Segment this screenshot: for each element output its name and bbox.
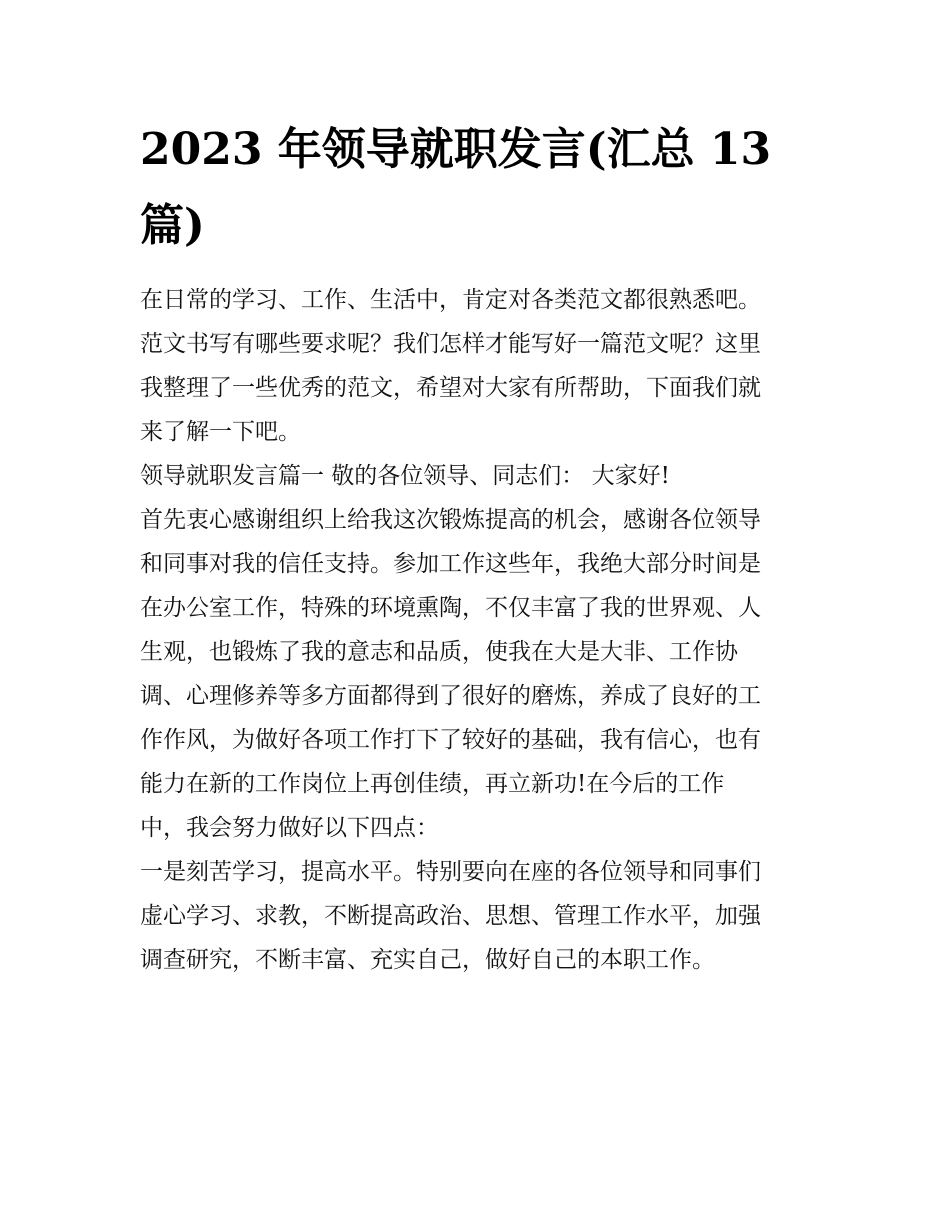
document-title — [140, 112, 820, 264]
body-line: 虚心学习、求教，不断提高政治、思想、管理工作水平，加强 — [140, 903, 761, 929]
body-line: 生观，也锻炼了我的意志和品质，使我在大是大非、工作协 — [140, 639, 738, 665]
section-heading-line: 领导就职发言篇一 敬的各位领导、同志们： 大家好! — [140, 463, 670, 489]
body-line: 我整理了一些优秀的范文，希望对大家有所帮助，下面我们就 — [140, 375, 761, 401]
body-line: 作作风，为做好各项工作打下了较好的基础，我有信心，也有 — [140, 727, 761, 753]
body-line: 中，我会努力做好以下四点： — [140, 815, 439, 841]
body-line: 首先衷心感谢组织上给我这次锻炼提高的机会，感谢各位领导 — [140, 507, 761, 533]
body-line: 范文书写有哪些要求呢？我们怎样才能写好一篇范文呢？这里 — [140, 331, 761, 357]
body-line: 调、心理修养等多方面都得到了很好的磨炼，养成了良好的工 — [140, 683, 761, 709]
body-line: 在日常的学习、工作、生活中，肯定对各类范文都很熟悉吧。 — [140, 287, 761, 313]
body-line: 和同事对我的信任支持。参加工作这些年，我绝大部分时间是 — [140, 551, 761, 577]
body-line: 一是刻苦学习，提高水平。特别要向在座的各位领导和同事们 — [140, 859, 761, 885]
body-line: 来了解一下吧。 — [140, 419, 301, 445]
body-line: 能力在新的工作岗位上再创佳绩，再立新功!在今后的工作 — [140, 771, 725, 797]
body-line: 在办公室工作，特殊的环境熏陶，不仅丰富了我的世界观、人 — [140, 595, 761, 621]
document-body — [140, 278, 830, 982]
title-line-2: 篇) — [140, 200, 205, 251]
body-line: 调查研究，不断丰富、充实自己，做好自己的本职工作。 — [140, 947, 715, 973]
title-line-1: 2023 年领导就职发言(汇总 13 — [140, 124, 772, 175]
